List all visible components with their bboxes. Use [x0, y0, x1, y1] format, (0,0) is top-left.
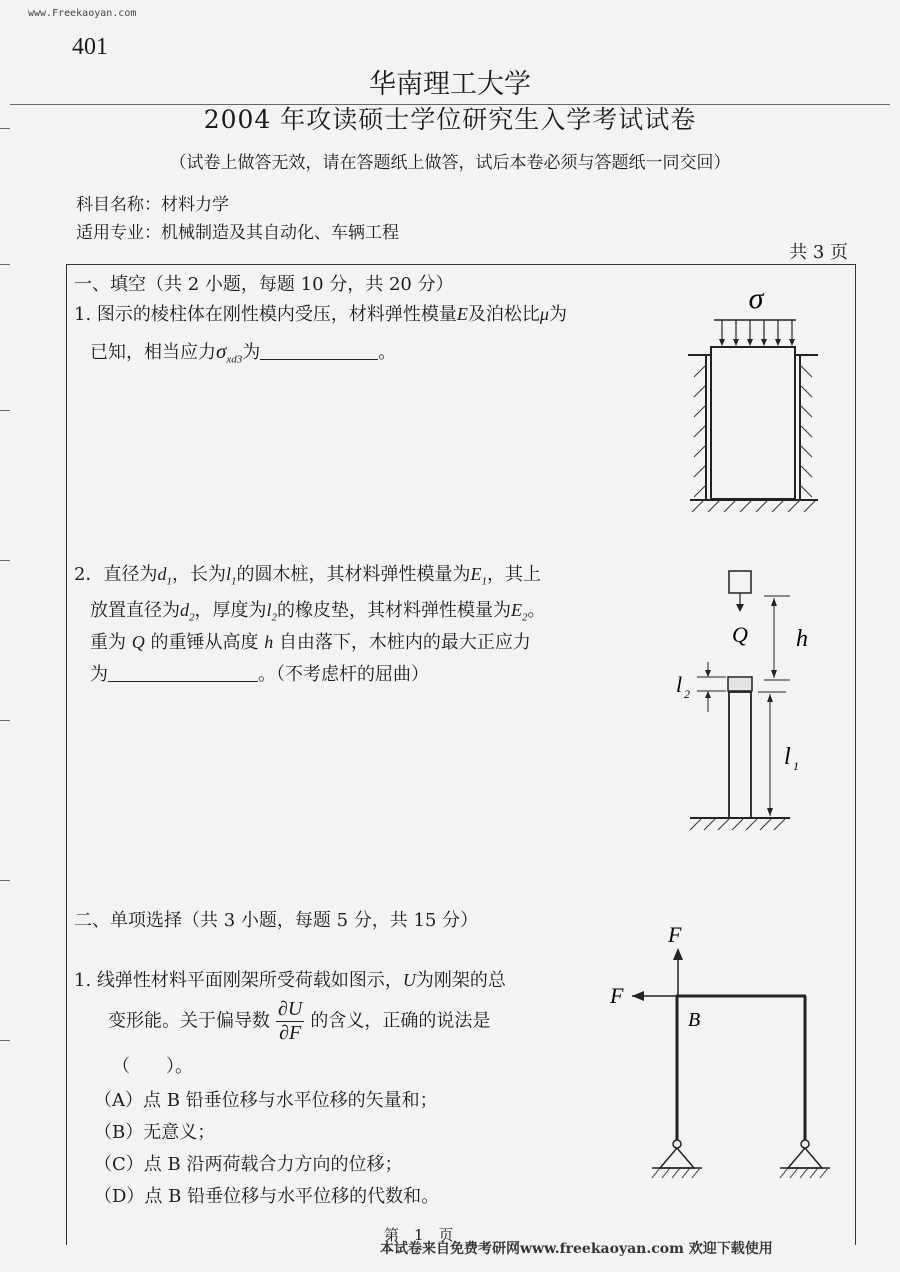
pad-thickness-label: l [676, 672, 683, 697]
subject-line: 科目名称：材料力学 [76, 195, 229, 215]
option-c[interactable]: （C）点 B 沿两荷载合力方向的位移； [94, 1154, 403, 1175]
force-left-label: F [610, 983, 624, 1008]
q1-line2: 已知，相当应力$\sigma_{xd3}$为 。 [90, 339, 397, 366]
page-count: 共 3 页 [789, 242, 848, 263]
sigma-label: σ [748, 282, 764, 315]
exam-code: 401 [72, 34, 108, 60]
point-b-label: B [688, 1009, 701, 1031]
s2q1-line2: 变形能。关于偏导数 $\frac{\partial U}{\partial F}$ 的含义，正确的说法是 [108, 998, 491, 1044]
university-name: 华南理工大学 [369, 69, 531, 100]
section2-heading: 二、单项选择（共 3 小题，每题 5 分，共 15 分） [74, 910, 479, 931]
option-b[interactable]: （B）无意义； [94, 1122, 216, 1143]
partial-derivative: $\frac{\partial U}{\partial F}$ [278, 998, 303, 1044]
page-number: 第 1 页 [384, 1226, 454, 1244]
pile-length-sub: 1 [793, 759, 799, 773]
s2q1-line3: （ ）。 [112, 1056, 193, 1077]
height-label: h [796, 626, 808, 652]
q1-line1: 1. 图示的棱柱体在刚性模内受压，材料弹性模量E及泊松比μ为 [74, 304, 567, 325]
major-line: 适用专业：机械制造及其自动化、车辆工程 [76, 223, 399, 243]
q2-line3: 重为 Q 的重锤从高度 h 自由落下，木桩内的最大正应力 [90, 632, 531, 653]
s2q1-line1: 1. 线弹性材料平面刚架所受荷载如图示，U为刚架的总 [74, 970, 506, 991]
weight-label: Q [732, 622, 748, 647]
exam-note: （试卷上做答无效，请在答题纸上做答，试后本卷必须与答题纸一同交回） [169, 153, 731, 173]
q2-line1: 2．直径为$d_1$，长为$l_1$的圆木桩，其材料弹性模量为$E_1$，其上 [74, 564, 541, 588]
watermark-top: www.Freekaoyan.com [28, 8, 137, 19]
force-top-label: F [668, 922, 682, 947]
q2-line2: 放置直径为$d_2$，厚度为$l_2$的橡皮垫，其材料弹性模量为$E_2$。 [90, 600, 546, 624]
exam-title: 2004 年攻读硕士学位研究生入学考试试卷 [203, 105, 697, 134]
pad-thickness-sub: 2 [684, 687, 690, 701]
option-d[interactable]: （D）点 B 铅垂位移与水平位移的代数和。 [94, 1186, 440, 1207]
section1-heading: 一、填空（共 2 小题，每题 10 分，共 20 分） [74, 274, 454, 295]
option-a[interactable]: （A）点 B 铅垂位移与水平位移的矢量和； [94, 1090, 438, 1111]
footer-site: 本试卷来自免费考研网www.freekaoyan.com 欢迎下载使用 [380, 1241, 773, 1257]
q2-line4: 为 。（不考虑杆的屈曲） [90, 664, 429, 685]
pile-length-label: l [784, 744, 791, 770]
